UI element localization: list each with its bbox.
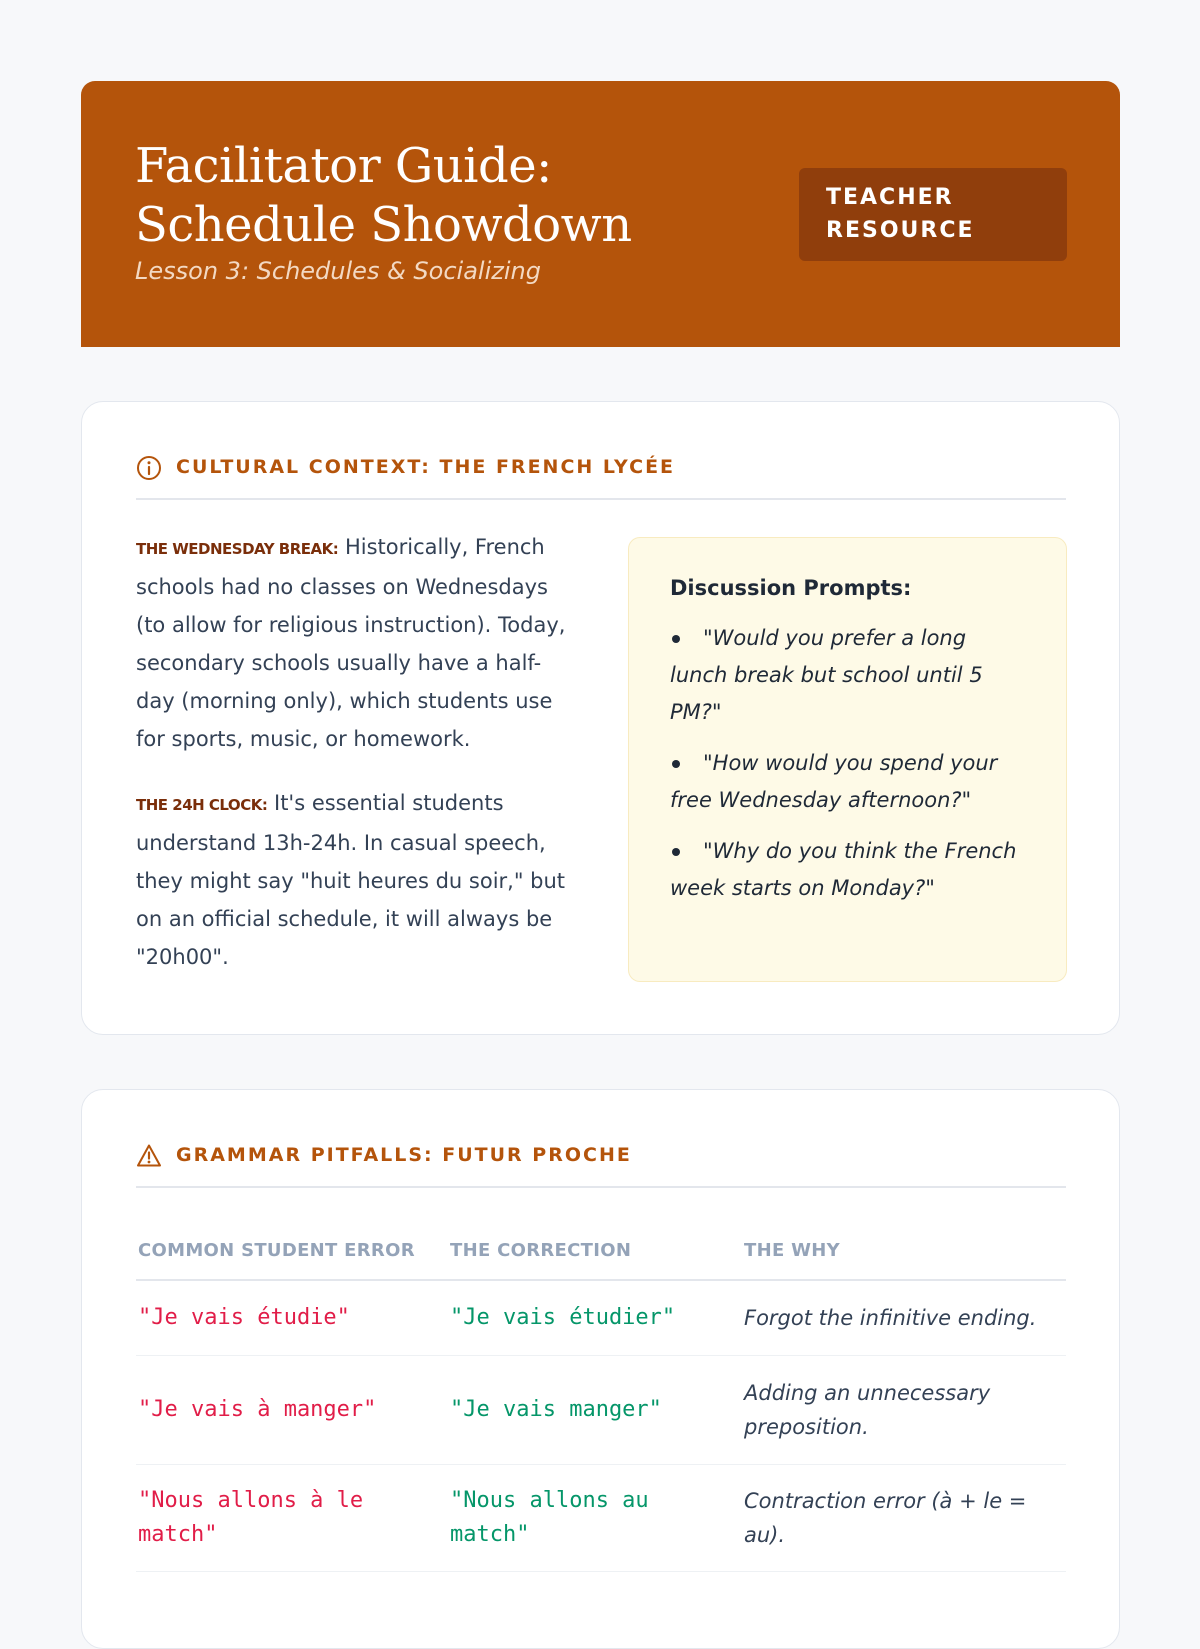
why-cell: Contraction error (à + le = au). bbox=[742, 1465, 1066, 1572]
table-row bbox=[136, 1465, 1066, 1572]
column-header: THE WHY bbox=[742, 1240, 1066, 1280]
column-header: COMMON STUDENT ERROR bbox=[136, 1240, 448, 1280]
error-cell: "Je vais à manger" bbox=[136, 1356, 448, 1465]
column-header: THE CORRECTION bbox=[448, 1240, 742, 1280]
cultural-context-header bbox=[136, 455, 1066, 500]
wednesday-break-paragraph bbox=[136, 528, 568, 758]
table-header-row bbox=[136, 1240, 1066, 1280]
error-cell: "Nous allons à le match" bbox=[136, 1465, 448, 1572]
bullet-icon bbox=[672, 635, 680, 643]
cultural-notes bbox=[136, 528, 568, 1002]
cultural-context-title: CULTURAL CONTEXT: THE FRENCH LYCÉE bbox=[176, 456, 676, 478]
correction-cell: "Je vais manger" bbox=[448, 1356, 742, 1465]
list-item: "How would you spend your free Wednesday afternoon?" bbox=[670, 751, 998, 812]
info-circle-icon bbox=[136, 455, 162, 481]
paragraph-text: Historically, French schools had no classes on Wednesdays (to allow for religious instruction). Today, secondary schools usually have a half-day (morning only), which students use for sports, music, or homework. bbox=[136, 535, 566, 751]
correction-cell: "Nous allons au match" bbox=[448, 1465, 742, 1572]
why-cell: Forgot the infinitive ending. bbox=[742, 1280, 1066, 1356]
grammar-table bbox=[136, 1240, 1066, 1572]
page-subtitle: Lesson 3: Schedules & Socializing bbox=[135, 257, 541, 285]
discussion-prompts-list bbox=[670, 620, 1025, 907]
correction-cell: "Je vais étudier" bbox=[448, 1280, 742, 1356]
cultural-context-card bbox=[81, 401, 1120, 1035]
paragraph-lead: THE WEDNESDAY BREAK: bbox=[136, 540, 339, 558]
table-row bbox=[136, 1280, 1066, 1356]
discussion-prompts-box bbox=[628, 537, 1067, 982]
paragraph-lead: THE 24H CLOCK: bbox=[136, 796, 268, 814]
bullet-icon bbox=[672, 760, 680, 768]
discussion-prompts-title: Discussion Prompts: bbox=[670, 576, 912, 600]
why-cell: Adding an unnecessary preposition. bbox=[742, 1356, 1066, 1465]
24h-clock-paragraph bbox=[136, 784, 568, 976]
table-row bbox=[136, 1356, 1066, 1465]
page-title: Facilitator Guide: Schedule Showdown bbox=[135, 138, 632, 253]
list-item: "Would you prefer a long lunch break but school until 5 PM?" bbox=[670, 626, 983, 724]
error-cell: "Je vais étudie" bbox=[136, 1280, 448, 1356]
bullet-icon bbox=[672, 848, 680, 856]
grammar-pitfalls-header bbox=[136, 1143, 1066, 1188]
grammar-pitfalls-title: GRAMMAR PITFALLS: FUTUR PROCHE bbox=[176, 1144, 632, 1166]
paragraph-text: It's essential students understand 13h-24h. In casual speech, they might say "huit heures du soir," but on an official schedule, it will always be "20h00". bbox=[136, 791, 566, 969]
list-item: "Why do you think the French week starts on Monday?" bbox=[670, 839, 1017, 900]
grammar-pitfalls-card bbox=[81, 1089, 1120, 1649]
page-header bbox=[81, 81, 1120, 347]
warning-triangle-icon bbox=[136, 1143, 162, 1169]
teacher-resource-badge: TEACHER RESOURCE bbox=[799, 168, 1067, 261]
